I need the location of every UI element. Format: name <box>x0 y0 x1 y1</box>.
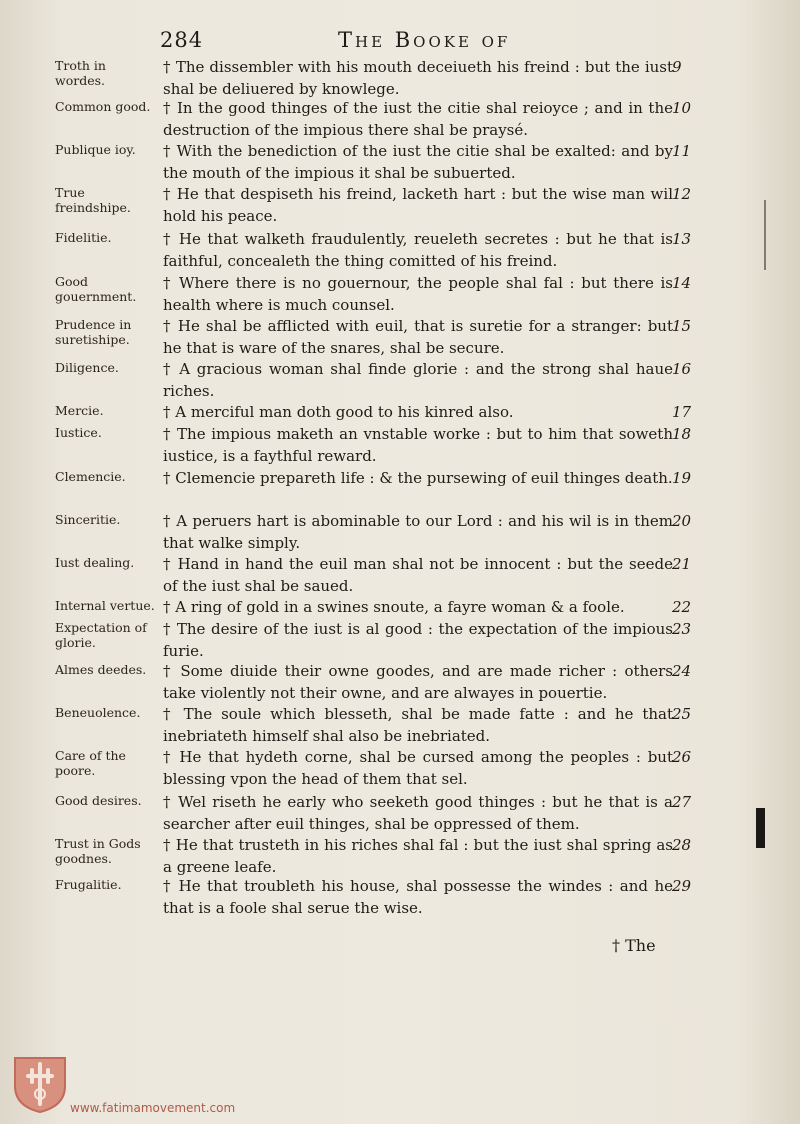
verse-text: † Where there is no gouernour, the people shal fal : but there is health where is much counsel. <box>163 274 673 314</box>
verse-text: † Wel riseth he early who seeketh good thinges : but he that is a searcher after euil thinges, shal be oppressed of them. <box>163 793 673 833</box>
verse-text: † A ring of gold in a swines snoute, a fayre woman & a foole. <box>163 598 625 616</box>
binding-mark <box>756 808 765 848</box>
watermark-url: www.fatimamovement.com <box>70 1101 236 1115</box>
verse-number: 17 <box>672 403 692 421</box>
running-title: The Booke of <box>338 28 511 52</box>
verse-number: 15 <box>672 317 692 335</box>
verse-text: † He that hydeth corne, shal be cursed among the peoples : but blessing vpon the head of them that sel. <box>163 748 673 788</box>
margin-note: Internal vertue. <box>55 598 155 613</box>
verse-number: 22 <box>672 598 692 616</box>
margin-note: Care of the poore. <box>55 748 126 778</box>
verse-text: † Some diuide their owne goodes, and are made richer : others take violently not their owne, and are alwayes in pouertie. <box>163 662 673 702</box>
margin-note: Clemencie. <box>55 469 126 484</box>
verse-text: † In the good thinges of the iust the citie shal reioyce ; and in the destruction of the impious there shal be praysé. <box>163 99 673 139</box>
verse-number: 14 <box>672 274 692 292</box>
margin-note: Diligence. <box>55 360 119 375</box>
margin-note: True freindshipe. <box>55 185 131 215</box>
margin-note: Common good. <box>55 99 151 114</box>
verse-text: † He that despiseth his freind, lacketh hart : but the wise man wil hold his peace. <box>163 185 673 225</box>
verse-number: 21 <box>672 555 692 573</box>
verse-text: † He that walketh fraudulently, reueleth secretes : but he that is faithful, concealeth the thing comitted of his freind. <box>163 230 673 270</box>
verse-number: 10 <box>672 99 692 117</box>
verse-text: † With the benediction of the iust the citie shal be exalted: and by the mouth of the impious it shal be subuerted. <box>163 142 673 182</box>
verse-text: † He that trusteth in his riches shal fal : but the iust shal spring as a greene leafe. <box>163 836 673 876</box>
verse-number: 28 <box>672 836 692 854</box>
verse-number: 24 <box>672 662 692 680</box>
margin-note: Trust in Gods goodnes. <box>55 836 141 866</box>
verse-number: 29 <box>672 877 692 895</box>
margin-note: Iust dealing. <box>55 555 135 570</box>
verse-text: † Hand in hand the euil man shal not be innocent : but the seede of the iust shal be saued. <box>163 555 673 595</box>
margin-note: Fidelitie. <box>55 230 112 245</box>
verse-number: 23 <box>672 620 692 638</box>
margin-note: Beneuolence. <box>55 705 141 720</box>
binding-mark <box>764 200 766 270</box>
verse-number: 18 <box>672 425 692 443</box>
verse-text: † A merciful man doth good to his kinred also. <box>163 403 514 421</box>
verse-text: † The soule which blesseth, shal be made fatte : and he that inebriateth himself shal also be inebriated. <box>163 705 673 745</box>
verse-text: † A gracious woman shal finde glorie : and the strong shal haue riches. <box>163 360 673 400</box>
verse-number: 16 <box>672 360 692 378</box>
margin-note: Good gouernment. <box>55 274 137 304</box>
margin-note: Mercie. <box>55 403 104 418</box>
verse-number: 11 <box>672 142 692 160</box>
verse-text: † He shal be afflicted with euil, that is suretie for a stranger: but he that is ware of the snares, shal be secure. <box>163 317 673 357</box>
verse-text: † A peruers hart is abominable to our Lord : and his wil is in them that walke simply. <box>163 512 673 552</box>
verse-number: 20 <box>672 512 692 530</box>
verse-text: † Clemencie prepareth life : & the pursewing of euil thinges death. <box>163 469 673 487</box>
catchword: † The <box>612 936 656 955</box>
verse-number: 19 <box>672 469 692 487</box>
margin-note: Good desires. <box>55 793 142 808</box>
margin-note: Expectation of glorie. <box>55 620 147 650</box>
verse-number: 26 <box>672 748 692 766</box>
margin-note: Almes deedes. <box>55 662 147 677</box>
verse-number: 27 <box>672 793 692 811</box>
page-number: 284 <box>160 28 204 52</box>
verse-number: 9 <box>672 58 682 76</box>
margin-note: Frugalitie. <box>55 877 122 892</box>
verse-number: 25 <box>672 705 692 723</box>
page-header <box>160 28 560 52</box>
margin-note: Prudence in suretishipe. <box>55 317 132 347</box>
verse-text: † The impious maketh an vnstable worke : but to him that soweth iustice, is a faythful reward. <box>163 425 673 465</box>
verse-text: † The dissembler with his mouth deceiueth his freind : but the iust shal be deliuered by knowlege. <box>163 58 673 98</box>
margin-note: Publique ioy. <box>55 142 136 157</box>
verse-text: † The desire of the iust is al good : the expectation of the impious furie. <box>163 620 673 660</box>
verse-number: 13 <box>672 230 692 248</box>
verse-number: 12 <box>672 185 692 203</box>
verse-text: † He that troubleth his house, shal possesse the windes : and he that is a foole shal serue the wise. <box>163 877 673 917</box>
margin-note: Troth in wordes. <box>55 58 106 88</box>
fatima-shield-logo-icon <box>13 1054 67 1114</box>
margin-note: Iustice. <box>55 425 102 440</box>
margin-note: Sinceritie. <box>55 512 121 527</box>
